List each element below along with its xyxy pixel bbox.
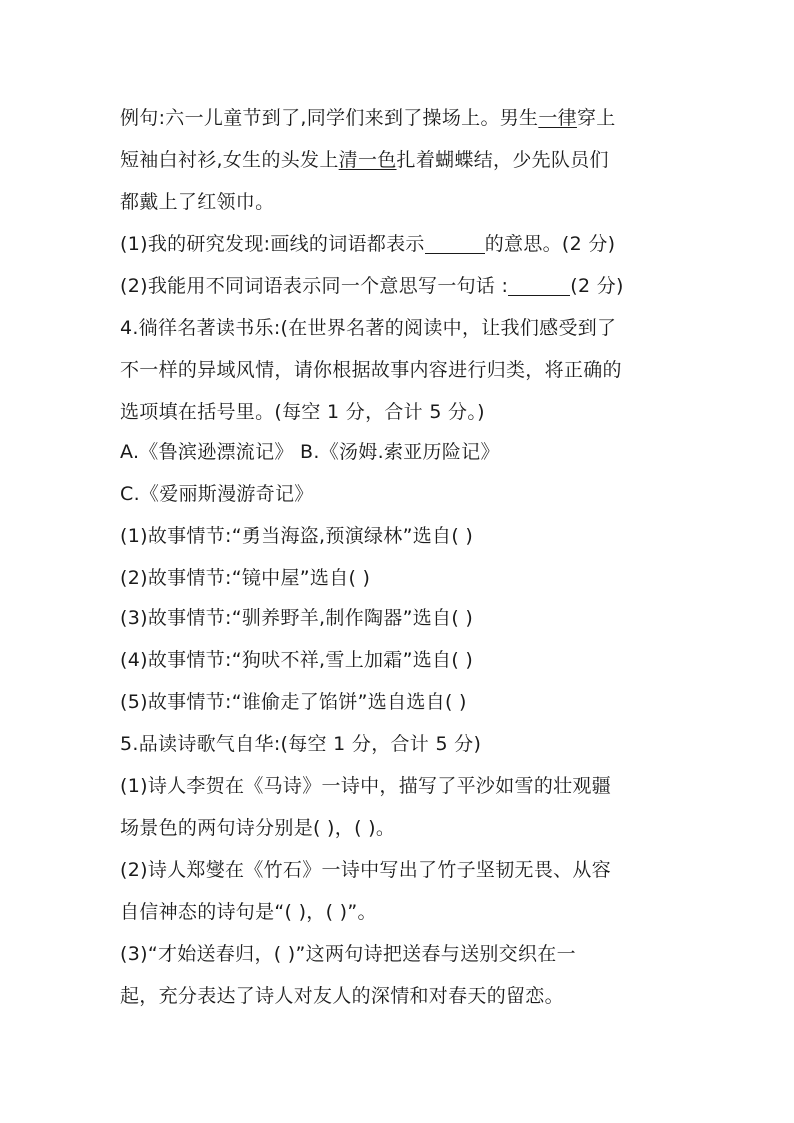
q4-item-2: (2)故事情节:“镜中屋”选自( ): [120, 567, 371, 589]
q4-item-3: (3)故事情节:“驯养野羊,制作陶器”选自( ): [120, 607, 474, 629]
q3-item-1-text: (1)我的研究发现:画线的词语都表示: [120, 233, 425, 255]
q4-intro-line-1: 4.徜徉名著读书乐:(在世界名著的阅读中，让我们感受到了: [120, 317, 617, 339]
q3-item-2-text: (2)我能用不同词语表示同一个意思写一句话 :: [120, 275, 509, 297]
q4-intro-line-2: 不一样的异域风情，请你根据故事内容进行归类，将正确的: [120, 359, 622, 381]
underlined-word-yilv: 一律: [538, 107, 577, 129]
example-text: 例句:六一儿童节到了,同学们来到了操场上。男生: [120, 107, 539, 129]
example-line-1: [120, 101, 680, 135]
q5-item-2-line-2: 自信神态的诗句是“( )，( )”。: [120, 901, 377, 923]
example-text: 短袖白衬衫,女生的头发上: [120, 149, 339, 171]
q4-intro-line-3: 选项填在括号里。(每空 1 分，合计 5 分。): [120, 401, 485, 423]
q3-item-2-score: (2 分): [570, 275, 624, 297]
q3-item-2: [120, 269, 680, 303]
underlined-word-qingyise: 清一色: [338, 149, 397, 171]
example-line-3: 都戴上了红领巾。: [120, 191, 275, 213]
answer-blank[interactable]: [508, 275, 570, 296]
q5-item-3-line-2: 起，充分表达了诗人对友人的深情和对春天的留恋。: [120, 985, 564, 1007]
q3-item-1: [120, 227, 680, 261]
q4-item-4: (4)故事情节:“狗吠不祥,雪上加霜”选自( ): [120, 649, 474, 671]
answer-blank[interactable]: [425, 233, 485, 254]
q5-item-1-line-2: 场景色的两句诗分别是( )，( )。: [120, 817, 396, 839]
q5-item-3-line-1: (3)“才始送春归，( )”这两句诗把送春与送别交织在一: [120, 943, 576, 965]
q4-item-5: (5)故事情节:“谁偷走了馅饼”选自选自( ): [120, 691, 467, 713]
q3-item-1-score: 的意思。(2 分): [484, 233, 616, 255]
example-text: 扎着蝴蝶结，少先队员们: [396, 149, 609, 171]
q4-item-1: (1)故事情节:“勇当海盗,预演绿林”选自( ): [120, 525, 474, 547]
example-line-2: [120, 143, 680, 177]
q5-item-2-line-1: (2)诗人郑燮在《竹石》一诗中写出了竹子坚韧无畏、从容: [120, 859, 612, 881]
example-text: 穿上: [576, 107, 616, 129]
q4-options-line-1: A.《鲁滨逊漂流记》 B.《汤姆.索亚历险记》: [120, 441, 500, 463]
q4-options-line-2: C.《爱丽斯漫游奇记》: [120, 483, 314, 505]
q5-item-1-line-1: (1)诗人李贺在《马诗》一诗中，描写了平沙如雪的壮观疆: [120, 775, 612, 797]
q5-intro: 5.品读诗歌气自华:(每空 1 分，合计 5 分): [120, 733, 482, 755]
